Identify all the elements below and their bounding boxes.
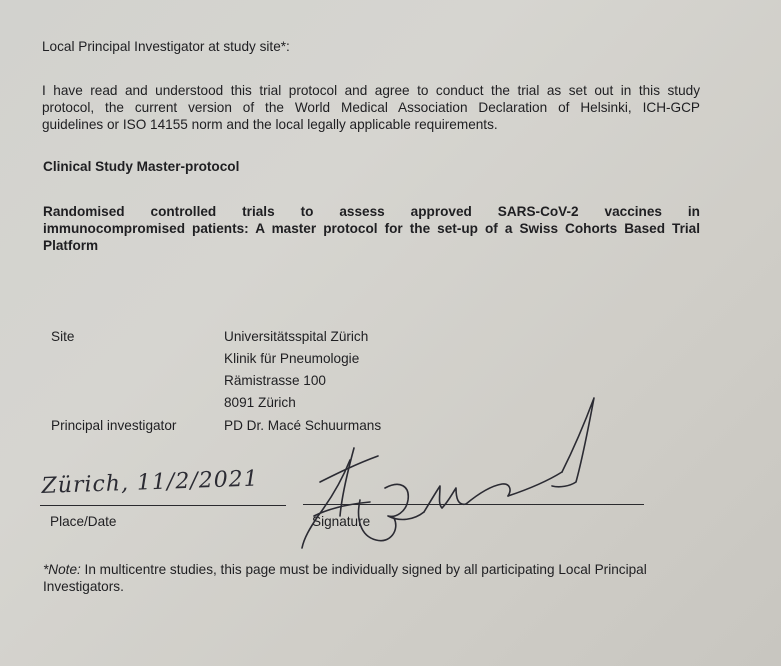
site-address-line-3: Rämistrasse 100 (224, 373, 326, 388)
title-line-2: immunocompromised patients: A master protocol for the set-up of a Swiss Cohorts Based Trial (43, 221, 700, 236)
place-date-label: Place/Date (50, 514, 117, 529)
site-address-line-1: Universitätsspital Zürich (224, 329, 369, 344)
note-line-1 (43, 561, 647, 578)
site-label: Site (51, 329, 75, 344)
statement-line-2: protocol, the current version of the World Medical Association Declaration of Helsinki, ICH-GCP (42, 100, 700, 115)
statement-line-3: guidelines or ISO 14155 norm and the local legally applicable requirements. (42, 117, 498, 132)
local-pi-label: Local Principal Investigator at study site*: (42, 39, 290, 54)
protocol-heading: Clinical Study Master-protocol (43, 159, 240, 174)
note-line-2: Investigators. (43, 579, 124, 594)
note-prefix: *Note: (43, 562, 81, 577)
title-line-3: Platform (43, 238, 99, 253)
investigator-name: PD Dr. Macé Schuurmans (224, 418, 382, 433)
note-text: In multicentre studies, this page must be individually signed by all participating Local Principal (80, 562, 647, 577)
signature-label: Signature (312, 514, 371, 529)
handwritten-place-date: Zürich, 11/2/2021 (41, 466, 260, 500)
title-line-1: Randomised controlled trials to assess approved SARS-CoV-2 vaccines in (43, 204, 700, 219)
place-date-line (40, 505, 286, 506)
investigator-label: Principal investigator (51, 418, 177, 433)
statement-line-1: I have read and understood this trial protocol and agree to conduct the trial as set out in this study (42, 83, 700, 98)
handwritten-signature (290, 390, 610, 560)
site-address-line-2: Klinik für Pneumologie (224, 351, 360, 366)
site-address-line-4: 8091 Zürich (224, 395, 296, 410)
